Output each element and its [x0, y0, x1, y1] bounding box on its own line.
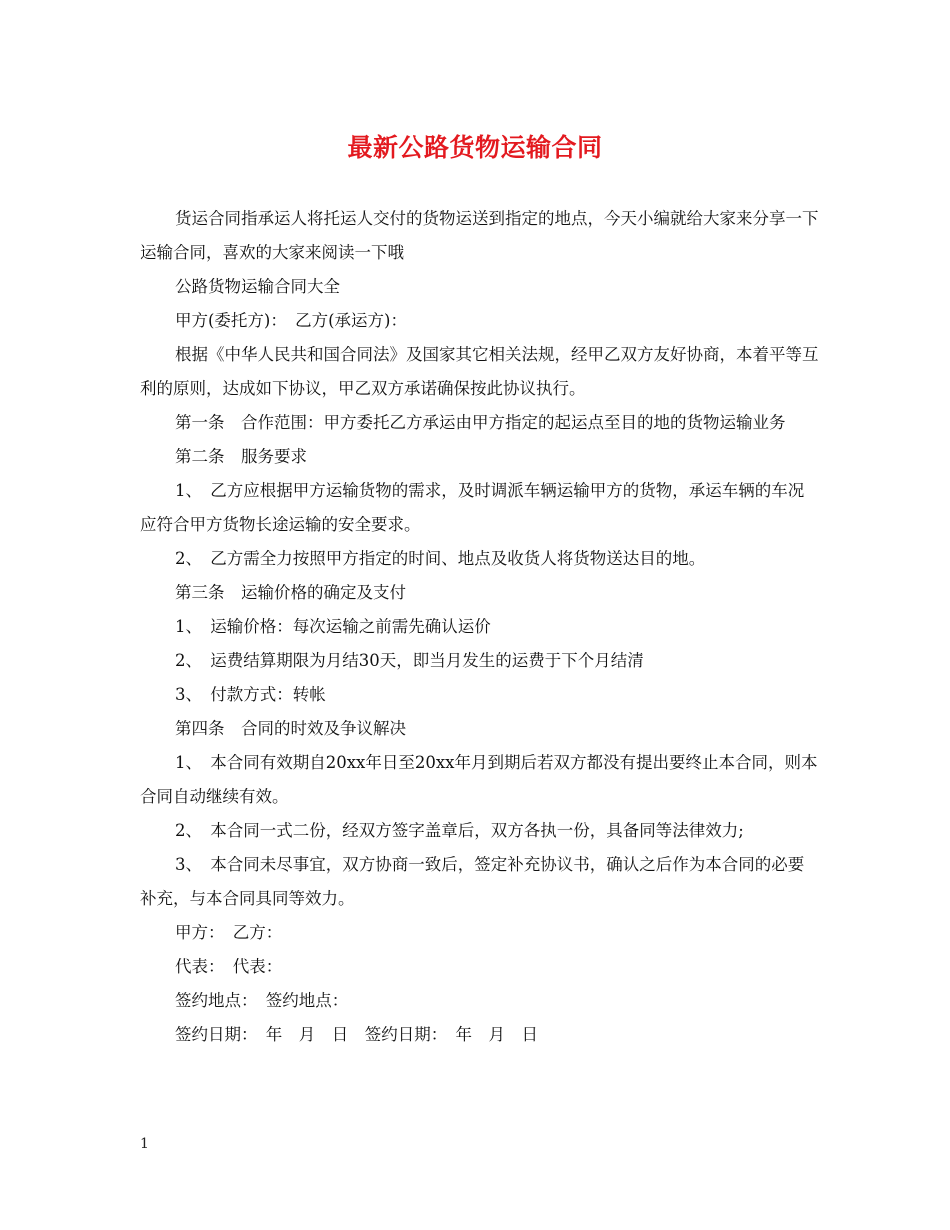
article-4-heading: 第四条 合同的时效及争议解决: [175, 719, 406, 738]
article-4-item-2: 2、 本合同一式二份，经双方签字盖章后，双方各执一份，具备同等法律效力;: [175, 821, 744, 840]
article-3-item-2: 2、 运费结算期限为月结30天，即当月发生的运费于下个月结清: [175, 651, 644, 670]
article-4-item-1: 1、 本合同有效期自20xx年日至20xx年月到期后若双方都没有提出要终止本合同，则本合同自动继续有效。: [140, 753, 818, 806]
subtitle-line: 公路货物运输合同大全: [175, 277, 340, 296]
article-2-item-2: 2、 乙方需全力按照甲方指定的时间、地点及收货人将货物送达目的地。: [175, 549, 706, 568]
article-2-item-1: 1、 乙方应根据甲方运输货物的需求，及时调派车辆运输甲方的货物，承运车辆的车况应符合甲方货物长途运输的安全要求。: [140, 481, 805, 534]
parties-line: 甲方(委托方)： 乙方(承运方)：: [175, 311, 407, 330]
page-number: 1: [140, 1136, 149, 1152]
signature-date-line: 签约日期： 年 月 日 签约日期： 年 月 日: [175, 1025, 538, 1044]
preamble-paragraph: 根据《中华人民共和国合同法》及国家其它相关法规，经甲乙双方友好协商，本着平等互利的原则，达成如下协议，甲乙双方承诺确保按此协议执行。: [140, 345, 819, 398]
signature-location-line: 签约地点： 签约地点：: [175, 991, 349, 1010]
intro-paragraph: 货运合同指承运人将托运人交付的货物运送到指定的地点，今天小编就给大家来分享一下运输合同，喜欢的大家来阅读一下哦: [140, 209, 819, 262]
article-4-item-3: 3、 本合同未尽事宜，双方协商一致后，签定补充协议书，确认之后作为本合同的必要补充，与本合同具同等效力。: [140, 855, 805, 908]
signature-party-line: 甲方： 乙方：: [175, 923, 283, 942]
article-1: 第一条 合作范围：甲方委托乙方承运由甲方指定的起运点至目的地的货物运输业务: [175, 413, 786, 432]
article-2-heading: 第二条 服务要求: [175, 447, 307, 466]
document-body: [140, 202, 820, 1052]
document-title: 最新公路货物运输合同: [347, 133, 603, 162]
signature-representative-line: 代表： 代表：: [175, 957, 283, 976]
article-3-heading: 第三条 运输价格的确定及支付: [175, 583, 406, 602]
article-3-item-1: 1、 运输价格：每次运输之前需先确认运价: [175, 617, 491, 636]
article-3-item-3: 3、 付款方式：转帐: [175, 685, 326, 704]
